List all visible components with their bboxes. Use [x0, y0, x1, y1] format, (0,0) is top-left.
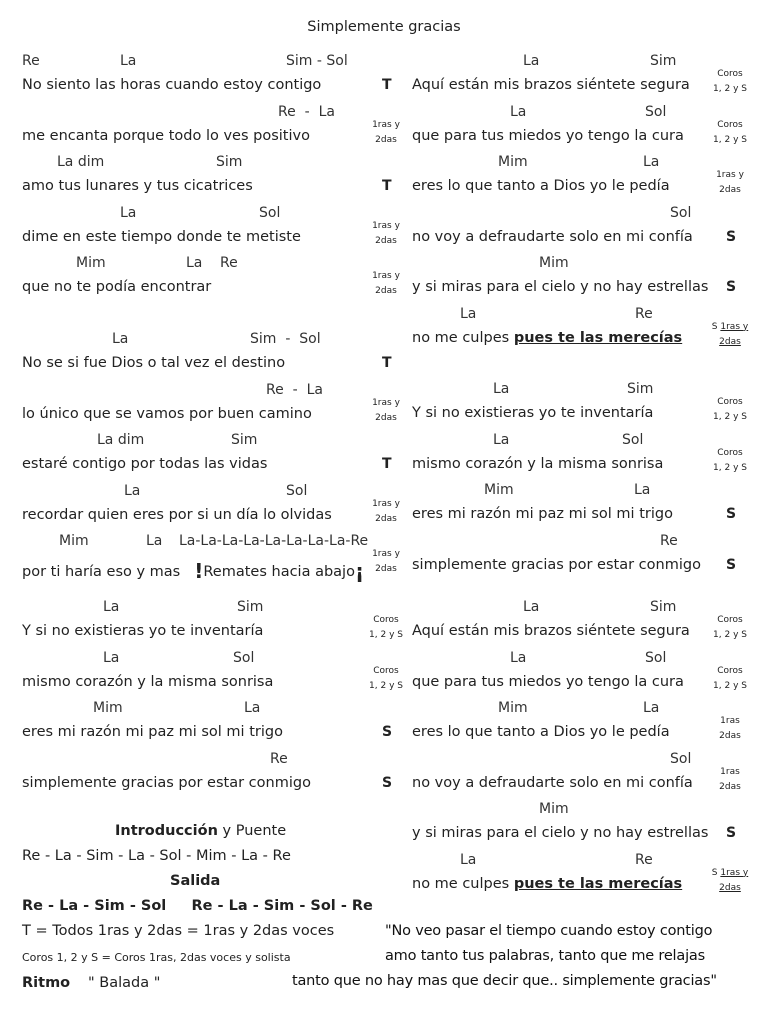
voice-mark: [358, 613, 414, 643]
chord-label: Mim: [539, 801, 569, 817]
lyric-line: [412, 405, 653, 421]
chord-label: Sol: [286, 482, 308, 499]
voice-mark: [358, 547, 414, 577]
lyric-line: [412, 623, 690, 639]
chord-label: La: [146, 533, 163, 549]
voice-mark: S: [726, 825, 737, 841]
chord-label: La: [112, 331, 129, 347]
lyric-line: [412, 506, 673, 522]
chord-label: La dim: [97, 432, 145, 448]
voice-mark: [702, 395, 758, 425]
chord-label: La: [643, 700, 660, 716]
chord-label: La: [244, 700, 261, 716]
lyric-text: y si miras para el cielo y no hay estrellas: [412, 825, 709, 841]
voice-mark: S: [726, 228, 737, 245]
lyric-line: [22, 456, 267, 472]
voice-mark-line: 2das: [719, 731, 741, 741]
voice-mark-line: 1ras: [720, 716, 740, 726]
chord-label: Sol: [670, 204, 692, 221]
chord-label: La: [103, 599, 120, 615]
voice-mark: [702, 446, 758, 476]
lyric-line: [412, 77, 690, 93]
lyric-text: No siento las horas cuando estoy contigo: [22, 77, 322, 93]
lyric-line: [412, 330, 682, 346]
chord-label: Re: [635, 851, 653, 868]
voice-mark-line: Coros: [373, 665, 399, 676]
voice-mark: [358, 269, 414, 299]
chord-label: Re - La: [278, 103, 335, 120]
lyric-text: Aquí están mis brazos siéntete segura: [412, 77, 690, 93]
voice-mark-line: 1ras y: [372, 220, 400, 231]
voice-mark: [358, 219, 414, 249]
voice-mark: T: [382, 178, 392, 194]
ritmo-value: " Balada ": [88, 975, 161, 991]
chord-label: La: [103, 649, 120, 666]
chord-label: Mim: [59, 533, 89, 549]
lyric-text: no voy a defraudarte solo en mi confía: [412, 228, 693, 245]
ritmo-label: Ritmo: [22, 975, 71, 991]
voice-mark-line: 1ras: [720, 766, 740, 777]
voice-mark: S: [726, 556, 737, 573]
lyric-line: [412, 229, 693, 245]
voice-mark-line: 2das: [375, 412, 397, 423]
lyric-line: [22, 229, 301, 245]
voice-mark-line: 2das: [375, 286, 397, 296]
song-title: Simplemente gracias: [307, 19, 461, 35]
chord-label: Sol: [233, 649, 255, 666]
lyric-text: Y si no existieras yo te inventaría: [412, 405, 654, 421]
voice-mark-line: 1ras y: [372, 271, 400, 281]
voice-mark: T: [382, 77, 392, 93]
lyric-text: estaré contigo por todas las vidas: [22, 456, 268, 472]
chord-label: La: [460, 305, 477, 322]
chord-label: Re: [635, 305, 653, 322]
lyric-text: me encanta porque todo lo ves positivo: [22, 127, 310, 144]
lyric-text: dime en este tiempo donde te metiste: [22, 228, 301, 245]
voice-mark-line: S 1ras y: [711, 321, 749, 332]
quote-line-3: tanto que no hay mas que decir que.. simplemente gracias": [292, 973, 717, 989]
lyric-text: por ti haría eso y mas: [22, 564, 181, 580]
lyric-line: [22, 128, 310, 144]
voice-mark: [358, 118, 414, 148]
voice-mark-line: 1, 2 y S: [369, 680, 403, 691]
chord-label: Re - La: [266, 381, 323, 398]
voice-mark: [702, 664, 758, 694]
chord-label: La: [493, 431, 510, 448]
voice-mark-line: 1, 2 y S: [713, 680, 747, 691]
remate-text: Remates hacia abajo: [203, 564, 355, 580]
lyric-text: que para tus miedos yo tengo la cura: [412, 127, 684, 144]
chord-label: La: [523, 53, 540, 69]
chord-label: Mim: [498, 154, 528, 170]
intro-heading-bold: Introducción: [115, 823, 218, 839]
chord-label: Mim: [498, 700, 528, 716]
lyric-line: [412, 456, 663, 472]
voice-mark-line: Coros: [717, 665, 743, 676]
lyric-text: mismo corazón y la misma sonrisa: [412, 455, 664, 472]
chord-label: La: [120, 53, 137, 69]
voice-mark: [358, 396, 414, 426]
voice-mark-line: 2das: [375, 564, 397, 574]
chord-label: La: [523, 599, 540, 615]
lyric-line: [412, 724, 670, 740]
exclaim-open-icon: !: [194, 559, 204, 583]
lyric-line: [412, 178, 670, 194]
chord-label: Sim - Sol: [286, 53, 348, 69]
lyric-text: eres mi razón mi paz mi sol mi trigo: [22, 724, 283, 740]
voice-mark-line: Coros: [717, 615, 743, 625]
lyric-line: [22, 178, 253, 194]
voice-mark-line: 1, 2 y S: [713, 412, 747, 422]
chord-label: Sim: [216, 154, 243, 170]
legend-todos: T = Todos 1ras y 2das = 1ras y 2das voces: [22, 923, 335, 939]
chord-label: La: [120, 204, 137, 221]
lyric-text: Y si no existieras yo te inventaría: [22, 623, 264, 639]
lyric-text: que no te podía encontrar: [22, 279, 212, 295]
lyric-line: [22, 724, 283, 740]
chord-label: Mim: [539, 255, 569, 271]
chord-label: Sim - Sol: [250, 331, 321, 347]
chord-label: Sim: [627, 381, 654, 397]
chord-label: Sim: [650, 53, 677, 69]
voice-mark-line: 1, 2 y S: [369, 630, 403, 640]
voice-mark-line: S 1ras y: [711, 867, 749, 878]
lyric-highlight: pues te las merecías: [513, 875, 683, 892]
voice-mark-line: 1, 2 y S: [713, 84, 747, 94]
voice-mark-line: 2das: [719, 185, 741, 195]
voice-mark-line: 2das: [719, 336, 741, 347]
exclaim-close-icon: ¡: [354, 559, 365, 583]
voice-mark-line: 2das: [375, 235, 397, 246]
salida-heading: Salida: [170, 873, 221, 889]
chord-label: Re: [270, 750, 288, 767]
chord-label: La-La-La-La-La-La-La-La-Re: [179, 533, 369, 549]
chord-label: La dim: [57, 154, 105, 170]
chord-label: Mim: [93, 700, 123, 716]
voice-mark: [702, 67, 758, 97]
chord-label: Mim: [484, 482, 514, 498]
lyric-line: [412, 557, 701, 573]
lyric-highlight: pues te las merecías: [513, 329, 683, 346]
voice-mark: S: [382, 774, 393, 791]
voice-mark-line: Coros: [717, 397, 743, 407]
voice-mark: [358, 497, 414, 527]
voice-mark-line: 2das: [375, 134, 397, 145]
intro-heading: [115, 823, 286, 839]
chord-label: La: [510, 103, 527, 120]
chord-label: La: [634, 482, 651, 498]
lyric-line: [22, 279, 211, 295]
lyric-line: [22, 557, 364, 581]
chord-label: Sol: [645, 103, 667, 120]
voice-mark: [702, 168, 758, 198]
chord-label: Re: [660, 532, 678, 549]
voice-mark-line: 1ras y: [372, 549, 400, 559]
lyric-line: [412, 128, 684, 144]
lyric-text: lo único que se vamos por buen camino: [22, 405, 312, 422]
voice-mark-line: 1, 2 y S: [713, 630, 747, 640]
lyric-text: Aquí están mis brazos siéntete segura: [412, 623, 690, 639]
voice-mark-line: 2das: [719, 781, 741, 792]
salida-chords: Re - La - Sim - Sol Re - La - Sim - Sol - Re: [22, 898, 373, 914]
chord-label: La: [186, 255, 203, 271]
quote-line-1: "No veo pasar el tiempo cuando estoy contigo: [385, 923, 713, 939]
chord-label: Re: [22, 53, 40, 69]
chord-label: Sim: [650, 599, 677, 615]
lyric-line: [22, 507, 332, 523]
lyric-line: [412, 775, 693, 791]
lyric-text: simplemente gracias por estar conmigo: [412, 556, 701, 573]
chord-label: Sol: [259, 204, 281, 221]
chord-label: Mim: [76, 255, 106, 271]
lyric-text: eres mi razón mi paz mi sol mi trigo: [412, 506, 673, 522]
intro-heading-rest: y Puente: [217, 823, 287, 839]
voice-mark-line: 1ras y: [372, 397, 400, 408]
chord-label: Sol: [670, 750, 692, 767]
chord-label: La: [643, 154, 660, 170]
voice-mark-line: Coros: [717, 69, 743, 79]
lyric-text: amo tus lunares y tus cicatrices: [22, 178, 253, 194]
lyric-text: eres lo que tanto a Dios yo le pedía: [412, 178, 670, 194]
voice-mark: [358, 664, 414, 694]
voice-mark: [702, 320, 758, 350]
lyric-text: No se si fue Dios o tal vez el destino: [22, 355, 286, 371]
intro-chords: Re - La - Sim - La - Sol - Mim - La - Re: [22, 848, 291, 864]
lyric-line: [22, 406, 312, 422]
lyric-text: mismo corazón y la misma sonrisa: [22, 673, 274, 690]
voice-mark-line: Coros: [717, 119, 743, 130]
voice-mark: S: [726, 506, 737, 522]
voice-mark-line: 1ras y: [716, 170, 744, 180]
lyric-line: [412, 674, 684, 690]
lyric-line: [22, 355, 285, 371]
voice-mark: [702, 866, 758, 896]
voice-mark: S: [382, 724, 393, 740]
lyric-text: que para tus miedos yo tengo la cura: [412, 673, 684, 690]
voice-mark-line: 1, 2 y S: [713, 134, 747, 145]
lyric-text: recordar quien eres por si un día lo olvidas: [22, 506, 332, 523]
voice-mark: [702, 714, 758, 744]
lyric-text: simplemente gracias por estar conmigo: [22, 774, 311, 791]
voice-mark: S: [726, 279, 737, 295]
voice-mark: [702, 118, 758, 148]
lyric-text: eres lo que tanto a Dios yo le pedía: [412, 724, 670, 740]
voice-mark-line: 1ras y: [372, 119, 400, 130]
lyric-line: [412, 876, 682, 892]
chord-label: La: [124, 482, 141, 499]
lyric-text: no me culpes: [412, 329, 514, 346]
chord-label: La: [493, 381, 510, 397]
lyric-line: [22, 775, 311, 791]
lyric-line: [22, 77, 321, 93]
voice-mark-line: 1, 2 y S: [713, 462, 747, 473]
voice-mark: T: [382, 355, 392, 371]
lyric-line: [22, 623, 263, 639]
chord-label: Re: [220, 255, 238, 271]
chord-label: La: [460, 851, 477, 868]
voice-mark-line: Coros: [717, 447, 743, 458]
lyric-text: no me culpes: [412, 875, 514, 892]
voice-mark-line: 2das: [719, 882, 741, 893]
chord-label: La: [510, 649, 527, 666]
voice-mark: T: [382, 456, 392, 472]
chord-label: Sol: [645, 649, 667, 666]
legend-coros: Coros 1, 2 y S = Coros 1ras, 2das voces y solista: [22, 951, 291, 964]
lyric-line: [412, 825, 708, 841]
voice-mark-line: Coros: [373, 615, 399, 625]
quote-line-2: amo tanto tus palabras, tanto que me relajas: [385, 948, 705, 964]
lyric-line: [412, 279, 708, 295]
voice-mark-line: 2das: [375, 513, 397, 524]
chord-label: Sim: [231, 432, 258, 448]
voice-mark: [702, 765, 758, 795]
chord-label: Sim: [237, 599, 264, 615]
voice-mark-line: 1ras y: [372, 498, 400, 509]
lyric-text: y si miras para el cielo y no hay estrellas: [412, 279, 709, 295]
chord-label: Sol: [622, 431, 644, 448]
lyric-text: no voy a defraudarte solo en mi confía: [412, 774, 693, 791]
lyric-line: [22, 674, 273, 690]
voice-mark: [702, 613, 758, 643]
